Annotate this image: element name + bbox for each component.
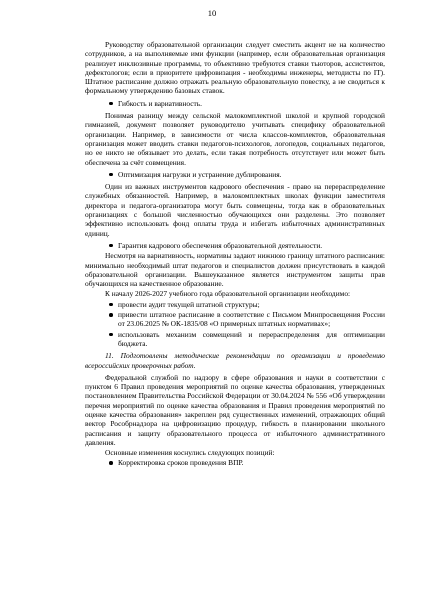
bullet-icon bbox=[109, 102, 113, 106]
bullet-combination bbox=[85, 330, 385, 349]
bullet-icon bbox=[109, 244, 113, 248]
bullet-text: провести аудит текущей штатной структуры; bbox=[118, 299, 260, 309]
bullet-text: Корректировка сроков проведения ВПР. bbox=[118, 458, 244, 468]
paragraph-redistribution: Один из важных инструментов кадрового обеспечения - право на перераспределение служебных обязанностей. Например, в малокомплектных школах функции заместителя директора и педагога-организатора могут быть совмещены, тогда как в образовательных организациях с большой численностью обучающихся они разделены. Это позволяет эффективно использовать фонд оплаты труда и избегать избыточных административных единиц. bbox=[85, 182, 385, 238]
bullet-icon bbox=[109, 303, 113, 307]
paragraph-rural-school: Понимая разницу между сельской малокомплектной школой и крупной городской гимназией, документ позволяет руководителю учитывать специфику образовательной организации. Например, в зависимости от числа классов-комплектов, образовательная организация может вводить ставки педагогов-психологов, логопедов, социальных педагогов, но ее никто не обязывает это делать, если такая потребность отсутствует или может быть обеспечена за счёт совмещения. bbox=[85, 111, 385, 167]
section-heading-vpr: 11. Подготовлены методические рекомендации по организации и проведению всероссийских проверочных работ. bbox=[85, 351, 385, 370]
bullet-text: Гарантия кадрового обеспечения образовательной деятельности. bbox=[118, 240, 323, 250]
bullet-align-schedule bbox=[85, 310, 385, 329]
bullet-icon bbox=[109, 173, 113, 177]
bullet-icon bbox=[109, 461, 113, 465]
paragraph-main-changes: Основные изменения коснулись следующих позиций: bbox=[105, 448, 275, 458]
bullet-text: привести штатное расписание в соответствие с Письмом Минпросвещения России от 23.06.2025 № ОК-1835/08 «О примерных штатных нормативах»; bbox=[118, 310, 385, 329]
bullet-optimization bbox=[85, 170, 385, 179]
bullet-icon bbox=[109, 333, 113, 337]
bullet-text: использовать механизм совмещений и перераспределения для оптимизации бюджета. bbox=[118, 329, 385, 348]
bullet-text: Оптимизация нагрузки и устранение дублирования. bbox=[118, 169, 282, 179]
page-body bbox=[85, 40, 385, 469]
paragraph-staff-functions: Руководству образовательной организации следует сместить акцент не на количество сотрудников, а на выполняемые ими функции (например, если образовательная организация реализует инклюзивные программы, то объективно требуются ставки тьюторов, ассистентов, дефектологов; если в приоритете цифровизация - необходимы инженеры, методисты по IT). Штатное расписание должно отражать реальную образовательную повестку, а не сводиться к формальному утверждению базовых ставок. bbox=[85, 40, 385, 96]
bullet-guarantee bbox=[85, 241, 385, 250]
paragraph-variability: Несмотря на вариативность, нормативы задают нижнюю границу штатного расписания: минимально необходимый штат педагогов и специалистов должен присутствовать в каждой образовательной организации. Вышеуказанное является инструментом защиты прав обучающихся на качественное образование. bbox=[85, 251, 385, 289]
paragraph-year-start: К началу 2026-2027 учебного года образовательной организации необходимо: bbox=[105, 289, 351, 299]
bullet-audit bbox=[85, 300, 385, 309]
bullet-flexibility bbox=[85, 99, 385, 108]
bullet-vpr-dates bbox=[85, 458, 385, 467]
paragraph-rosobrnadzor: Федеральной службой по надзору в сфере образования и науки в соответствии с пунктом 6 Правил проведения мероприятий по оценке качества образования, утвержденных постановлением Правительства Российской Федерации от 30.04.2024 № 556 «Об утверждении перечня мероприятий по оценке качества образования и Правил проведения мероприятий по оценке качества образования» закреплен ряд существенных изменений, отражающих общий вектор Рособрнадзора на цифровизацию процедур, гибкость в планировании школьного расписания и защиту образовательного процесса от избыточного административного давления. bbox=[85, 372, 385, 447]
bullet-text: Гибкость и вариативность. bbox=[118, 98, 202, 108]
bullet-icon bbox=[109, 313, 113, 317]
page-number: 10 bbox=[207, 8, 217, 18]
